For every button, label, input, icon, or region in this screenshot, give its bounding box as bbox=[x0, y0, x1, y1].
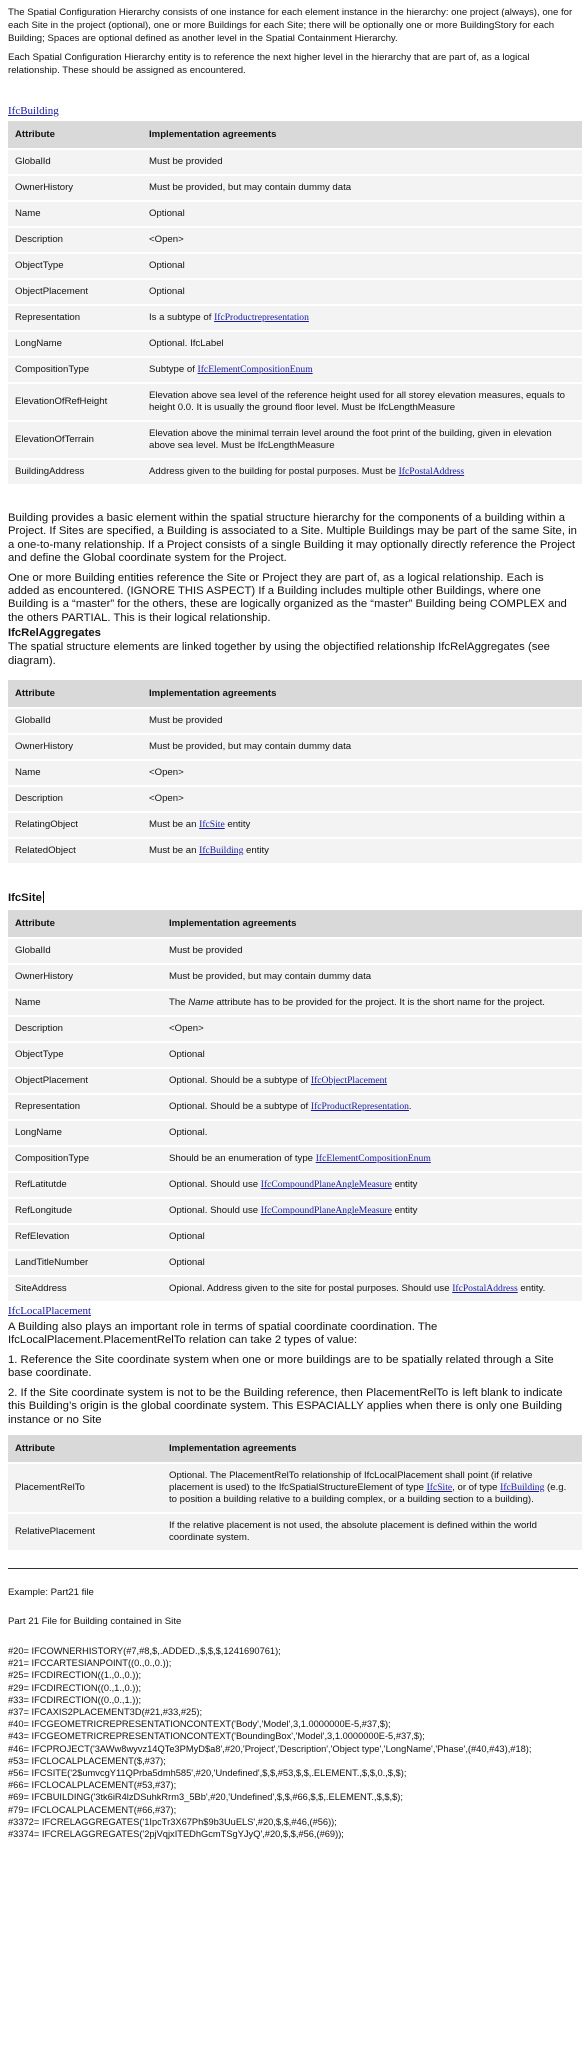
attribute-name-cell: BuildingAddress bbox=[8, 459, 142, 484]
table-row bbox=[8, 459, 582, 484]
intro-paragraph-1: The Spatial Configuration Hierarchy consists of one instance for each element instance in the hierarchy: one project (always), one for each Site in the project (optional), one or more Buildings for each Site; there will be optionally one or more BuildingStory for each Building; Spaces are optional defined as another level in the Spatial Containment Hierarchy. bbox=[8, 7, 573, 44]
table-row bbox=[8, 279, 582, 305]
implementation-agreement-cell bbox=[162, 1463, 582, 1513]
attribute-column-header: Attribute bbox=[8, 680, 142, 708]
attribute-name-cell: Representation bbox=[8, 305, 142, 331]
table-row bbox=[8, 786, 582, 812]
placement-paragraph-1: A Building also plays an important role in terms of spatial coordinate coordination. The IfcLocalPlacement.PlacementRelTo relation can take 2 types of value: bbox=[8, 1321, 438, 1347]
placement-paragraph-3: 2. If the Site coordinate system is not to be the Building reference, then PlacementRelTo is left blank to indicate this Building’s origin is the global coordinate system. This ESPACIALLY applies when there is only one Building instance or no Site bbox=[8, 1386, 563, 1426]
entity-link[interactable]: IfcElementCompositionEnum bbox=[315, 1153, 431, 1165]
part21-code-line: #43= IFCGEOMETRICREPRESENTATIONCONTEXT('BoundingBox','Model',3,1.0000000E-5,#37,$); bbox=[8, 1731, 425, 1742]
attribute-column-header: Attribute bbox=[8, 1435, 162, 1463]
agreement-text: entity bbox=[391, 1205, 418, 1217]
entity-link[interactable]: IfcPostalAddress bbox=[452, 1283, 518, 1295]
text-cursor bbox=[43, 891, 44, 903]
attribute-name-cell: GlobalId bbox=[8, 938, 162, 964]
part21-code-block bbox=[8, 1645, 578, 1840]
attribute-name-cell: Name bbox=[8, 760, 142, 786]
table-row bbox=[8, 149, 582, 175]
agreement-text: Optional bbox=[169, 1049, 205, 1061]
agreement-text: , or of type bbox=[452, 1481, 501, 1493]
implementation-agreement-cell bbox=[142, 459, 582, 484]
placement-attributes-table bbox=[8, 1435, 582, 1550]
attribute-name-cell: LandTitleNumber bbox=[8, 1250, 162, 1276]
attribute-name-cell: Description bbox=[8, 1016, 162, 1042]
table-row bbox=[8, 1276, 582, 1301]
agreement-text: Optional. The PlacementRelTo relationship of IfcLocalPlacement shall point (if relative placement is used) to the IfcSpatialStructureElement of type bbox=[169, 1469, 533, 1493]
part21-code-line: #3374= IFCRELAGGREGATES('2pjVqjxITEDhGcmTSgYJyQ',#20,$,$,#56,(#69)); bbox=[8, 1828, 344, 1839]
attribute-name-cell: ElevationOfRefHeight bbox=[8, 383, 142, 421]
part21-code-line: #25= IFCDIRECTION((1.,0.,0.)); bbox=[8, 1670, 142, 1681]
implementation-agreement-cell bbox=[162, 990, 582, 1016]
agreement-text: entity bbox=[243, 845, 269, 857]
agreement-text: Elevation above the minimal terrain level around the foot print of the building, given in elevation above sea level. Must be IfcLengthMeasure bbox=[149, 428, 552, 451]
agreement-text: If the relative placement is not used, the absolute placement is defined within the world coordinate system. bbox=[169, 1519, 537, 1543]
implementation-agreement-cell bbox=[142, 421, 582, 459]
implementation-agreement-cell bbox=[162, 1513, 582, 1550]
agreement-text: Elevation above sea level of the reference height used for all storey elevation measures, equals to height 0.0. It is usually the ground floor level. Must be IfcLengthMeasure bbox=[149, 390, 565, 413]
attribute-name-cell: GlobalId bbox=[8, 708, 142, 734]
attribute-name-cell: Description bbox=[8, 227, 142, 253]
entity-link[interactable]: IfcBuilding bbox=[500, 1481, 545, 1493]
part21-code-line: #69= IFCBUILDING('3tk6iR4lzDSuhkRrm3_5Bb',#20,'Undefined',$,$,#66,$,$,.ELEMENT.,$,$,$); bbox=[8, 1792, 403, 1803]
table-row bbox=[8, 964, 582, 990]
agreement-text: entity. bbox=[517, 1283, 546, 1295]
attribute-name-cell: CompositionType bbox=[8, 1146, 162, 1172]
building-paragraph-1: Building provides a basic element within the spatial structure hierarchy for the components of a building within a Project. If Sites are specified, a Building is associated to a Site. Multiple Buildings may be part of the same Site, in a one-to-many relationship. If a Project consists of a single Building it may optionally directly reference the Project and define the Global coordinate system for the Project. bbox=[8, 512, 577, 565]
implementation-agreement-cell bbox=[142, 331, 582, 357]
entity-link[interactable]: IfcPostalAddress bbox=[398, 466, 465, 477]
entity-link[interactable]: IfcObjectPlacement bbox=[310, 1075, 388, 1087]
implementation-agreement-cell bbox=[142, 175, 582, 201]
attribute-name-cell: SiteAddress bbox=[8, 1276, 162, 1301]
agreement-text: entity bbox=[391, 1179, 418, 1191]
attribute-name-cell: OwnerHistory bbox=[8, 734, 142, 760]
entity-link[interactable]: IfcProductRepresentation bbox=[310, 1101, 409, 1113]
implementation-agreement-cell bbox=[142, 708, 582, 734]
table-row bbox=[8, 357, 582, 383]
agreement-text: Optional bbox=[149, 260, 185, 271]
table-header-row bbox=[8, 910, 582, 938]
entity-link[interactable]: IfcBuilding bbox=[199, 845, 244, 857]
agreement-text: . bbox=[408, 1101, 412, 1113]
agreement-text: Optional bbox=[149, 208, 185, 219]
table-row bbox=[8, 1094, 582, 1120]
agreement-text: Must be provided bbox=[169, 945, 243, 957]
relaggregates-heading: IfcRelAggregates bbox=[8, 627, 101, 640]
attribute-name-cell: ObjectType bbox=[8, 253, 142, 279]
implementation-agreement-cell bbox=[142, 734, 582, 760]
part21-code-line: #21= IFCCARTESIANPOINT((0.,0.,0.)); bbox=[8, 1658, 172, 1669]
table-row bbox=[8, 1463, 582, 1513]
implementation-agreement-cell bbox=[162, 938, 582, 964]
ifcsite-heading-text: IfcSite bbox=[8, 892, 42, 905]
implementation-agreement-cell bbox=[142, 305, 582, 331]
entity-link[interactable]: IfcSite bbox=[426, 1481, 453, 1493]
agreement-text: <Open> bbox=[149, 793, 184, 805]
part21-code-line: #40= IFCGEOMETRICREPRESENTATIONCONTEXT('Body','Model',3,1.0000000E-5,#37,$); bbox=[8, 1719, 391, 1730]
site-attributes-table bbox=[8, 910, 582, 1301]
agreement-text: Must be provided bbox=[149, 715, 223, 727]
implementation-agreement-cell bbox=[162, 1068, 582, 1094]
entity-link[interactable]: IfcCompoundPlaneAngleMeasure bbox=[260, 1205, 392, 1217]
table-row bbox=[8, 227, 582, 253]
part21-code-line: #56= IFCSITE('2$umvcgY11QPrba5dmh585',#20,'Undefined',$,$,#53,$,$,.ELEMENT.,$,$,0.,$,$); bbox=[8, 1767, 407, 1778]
ifcsite-heading bbox=[8, 891, 578, 904]
entity-link[interactable]: IfcCompoundPlaneAngleMeasure bbox=[260, 1179, 392, 1191]
example-title: Example: Part21 file bbox=[8, 1586, 94, 1598]
ifclocalplacement-link[interactable]: IfcLocalPlacement bbox=[8, 1305, 92, 1318]
implementation-agreement-cell bbox=[162, 1250, 582, 1276]
attribute-name-cell: RelativePlacement bbox=[8, 1513, 162, 1550]
agreement-text: Optional. IfcLabel bbox=[149, 338, 224, 349]
attribute-name-cell: Name bbox=[8, 201, 142, 227]
example-subtitle: Part 21 File for Building contained in Site bbox=[8, 1615, 182, 1627]
implementation-agreement-cell bbox=[142, 812, 582, 838]
part21-code-line: #20= IFCOWNERHISTORY(#7,#8,$,.ADDED.,$,$,$,1241690761); bbox=[8, 1645, 281, 1656]
table-row bbox=[8, 421, 582, 459]
agreement-italic-text: Name bbox=[188, 997, 214, 1009]
part21-code-line: #33= IFCDIRECTION((0.,0.,1.)); bbox=[8, 1694, 142, 1705]
table-row bbox=[8, 1016, 582, 1042]
attribute-name-cell: CompositionType bbox=[8, 357, 142, 383]
table-row bbox=[8, 1513, 582, 1550]
table-header-row bbox=[8, 680, 582, 708]
part21-code-line: #29= IFCDIRECTION((0.,1.,0.)); bbox=[8, 1682, 142, 1693]
section-divider bbox=[8, 1568, 578, 1569]
agreement-text: Must be provided, but may contain dummy data bbox=[149, 182, 352, 193]
agreement-text: The bbox=[169, 997, 189, 1009]
agreement-text: Opional. Address given to the site for postal purposes. Should use bbox=[169, 1283, 453, 1295]
ifcbuilding-link[interactable]: IfcBuilding bbox=[8, 105, 59, 117]
part21-code-line: #46= IFCPROJECT('3AWw8wyvz14QTe3PMyD$a8',#20,'Project','Description','Object type','LongName','Phase',(#40,#43),#18); bbox=[8, 1743, 532, 1754]
agreement-text: <Open> bbox=[169, 1023, 204, 1035]
table-row bbox=[8, 708, 582, 734]
implementation-agreement-cell bbox=[142, 838, 582, 863]
attribute-name-cell: PlacementRelTo bbox=[8, 1463, 162, 1513]
part21-code-line: #53= IFCLOCALPLACEMENT($,#37); bbox=[8, 1755, 166, 1766]
table-row bbox=[8, 1120, 582, 1146]
agreement-text: attribute has to be provided for the project. It is the short name for the project. bbox=[213, 997, 545, 1009]
table-row bbox=[8, 253, 582, 279]
agreement-text: Subtype of bbox=[149, 364, 198, 375]
part21-code-line: #79= IFCLOCALPLACEMENT(#66,#37); bbox=[8, 1804, 177, 1815]
implementation-agreement-cell bbox=[162, 1276, 582, 1301]
table-row bbox=[8, 1198, 582, 1224]
table-row bbox=[8, 1068, 582, 1094]
agreement-text: Is a subtype of bbox=[149, 312, 215, 323]
implementation-agreement-cell bbox=[142, 786, 582, 812]
agreements-column-header: Implementation agreements bbox=[142, 680, 582, 708]
table-row bbox=[8, 990, 582, 1016]
implementation-agreement-cell bbox=[142, 357, 582, 383]
agreement-text: Must be provided bbox=[149, 156, 223, 167]
agreement-text: <Open> bbox=[149, 767, 184, 779]
relaggregates-attributes-table bbox=[8, 680, 582, 863]
part21-code-line: #3372= IFCRELAGGREGATES('1IpcTr3X67Ph$9b3UuELS',#20,$,$,#46,(#56)); bbox=[8, 1816, 337, 1827]
part21-code-line: #37= IFCAXIS2PLACEMENT3D(#21,#33,#25); bbox=[8, 1706, 203, 1717]
part21-code-line: #66= IFCLOCALPLACEMENT(#53,#37); bbox=[8, 1780, 177, 1791]
attribute-name-cell: Description bbox=[8, 786, 142, 812]
agreement-text: Must be an bbox=[149, 819, 200, 831]
agreement-text: Optional. Should use bbox=[169, 1179, 261, 1191]
agreement-text: entity bbox=[224, 819, 251, 831]
attribute-name-cell: ObjectType bbox=[8, 1042, 162, 1068]
table-row bbox=[8, 305, 582, 331]
entity-link[interactable]: IfcProductrepresentation bbox=[214, 312, 309, 323]
attribute-name-cell: LongName bbox=[8, 1120, 162, 1146]
implementation-agreement-cell bbox=[142, 760, 582, 786]
implementation-agreement-cell bbox=[142, 149, 582, 175]
intro-paragraph-2: Each Spatial Configuration Hierarchy entity is to reference the next higher level in the hierarchy that are part of, as a logical relationship. These should be assigned as encountered. bbox=[8, 52, 530, 76]
table-row bbox=[8, 331, 582, 357]
entity-link[interactable]: IfcSite bbox=[199, 819, 225, 831]
table-row bbox=[8, 1042, 582, 1068]
table-row bbox=[8, 201, 582, 227]
agreement-text: Must be provided, but may contain dummy data bbox=[149, 741, 352, 753]
agreement-text: (e.g. to position a building relative to a building complex, or a building section to a building). bbox=[169, 1481, 567, 1505]
attribute-name-cell: OwnerHistory bbox=[8, 175, 142, 201]
agreement-text: Should be an enumeration of type bbox=[169, 1153, 316, 1165]
relaggregates-description: The spatial structure elements are linked together by using the objectified relationship IfcRelAggregates (see diagram). bbox=[8, 641, 550, 667]
implementation-agreement-cell bbox=[162, 1094, 582, 1120]
implementation-agreement-cell bbox=[162, 1198, 582, 1224]
attribute-name-cell: GlobalId bbox=[8, 149, 142, 175]
agreement-text: Optional. Should use bbox=[169, 1205, 261, 1217]
table-row bbox=[8, 1146, 582, 1172]
entity-link[interactable]: IfcElementCompositionEnum bbox=[197, 364, 313, 375]
attribute-column-header: Attribute bbox=[8, 121, 142, 149]
attribute-name-cell: Representation bbox=[8, 1094, 162, 1120]
attribute-name-cell: LongName bbox=[8, 331, 142, 357]
agreement-text: <Open> bbox=[149, 234, 184, 245]
table-row bbox=[8, 838, 582, 863]
agreement-text: Optional bbox=[149, 286, 185, 297]
placement-paragraph-2: 1. Reference the Site coordinate system when one or more buildings are to be spatially related through a Site base coordinate. bbox=[8, 1353, 554, 1380]
table-row bbox=[8, 1224, 582, 1250]
agreement-text: Optional. Should be a subtype of bbox=[169, 1101, 311, 1113]
implementation-agreement-cell bbox=[162, 1146, 582, 1172]
agreement-text: Optional bbox=[169, 1231, 205, 1243]
attribute-name-cell: RelatingObject bbox=[8, 812, 142, 838]
agreements-column-header: Implementation agreements bbox=[142, 121, 582, 149]
table-header-row bbox=[8, 1435, 582, 1463]
attribute-column-header: Attribute bbox=[8, 910, 162, 938]
implementation-agreement-cell bbox=[142, 201, 582, 227]
attribute-name-cell: RefLongitude bbox=[8, 1198, 162, 1224]
implementation-agreement-cell bbox=[142, 279, 582, 305]
table-row bbox=[8, 812, 582, 838]
implementation-agreement-cell bbox=[142, 227, 582, 253]
attribute-name-cell: ObjectPlacement bbox=[8, 279, 142, 305]
table-header-row bbox=[8, 121, 582, 149]
attribute-name-cell: ObjectPlacement bbox=[8, 1068, 162, 1094]
table-row bbox=[8, 938, 582, 964]
table-row bbox=[8, 1172, 582, 1198]
table-row bbox=[8, 383, 582, 421]
implementation-agreement-cell bbox=[142, 253, 582, 279]
building-attributes-table bbox=[8, 121, 582, 484]
attribute-name-cell: RefElevation bbox=[8, 1224, 162, 1250]
attribute-name-cell: RefLatitutde bbox=[8, 1172, 162, 1198]
building-paragraph-2: One or more Building entities reference the Site or Project they are part of, as a logical relationship. Each is added as encountered. (IGNORE THIS ASPECT) If a Building includes multiple other Buildings, where one Building is a “master” for the others, these are logically organized as the “master” Building being COMPLEX and the others PARTIAL. This is their logical relationship. bbox=[8, 571, 567, 624]
agreement-text: Must be provided, but may contain dummy data bbox=[169, 971, 372, 983]
attribute-name-cell: RelatedObject bbox=[8, 838, 142, 863]
implementation-agreement-cell bbox=[162, 1224, 582, 1250]
agreement-text: Address given to the building for postal purposes. Must be bbox=[149, 466, 399, 477]
agreement-text: Must be an bbox=[149, 845, 200, 857]
table-row bbox=[8, 760, 582, 786]
implementation-agreement-cell bbox=[162, 1120, 582, 1146]
implementation-agreement-cell bbox=[162, 964, 582, 990]
agreement-text: Optional. Should be a subtype of bbox=[169, 1075, 311, 1087]
table-row bbox=[8, 1250, 582, 1276]
attribute-name-cell: Name bbox=[8, 990, 162, 1016]
table-row bbox=[8, 175, 582, 201]
attribute-name-cell: OwnerHistory bbox=[8, 964, 162, 990]
attribute-name-cell: ElevationOfTerrain bbox=[8, 421, 142, 459]
table-row bbox=[8, 734, 582, 760]
implementation-agreement-cell bbox=[162, 1016, 582, 1042]
agreement-text: Optional bbox=[169, 1257, 205, 1269]
implementation-agreement-cell bbox=[162, 1042, 582, 1068]
implementation-agreement-cell bbox=[142, 383, 582, 421]
agreements-column-header: Implementation agreements bbox=[162, 1435, 582, 1463]
implementation-agreement-cell bbox=[162, 1172, 582, 1198]
agreements-column-header: Implementation agreements bbox=[162, 910, 582, 938]
agreement-text: Optional. bbox=[169, 1127, 208, 1139]
